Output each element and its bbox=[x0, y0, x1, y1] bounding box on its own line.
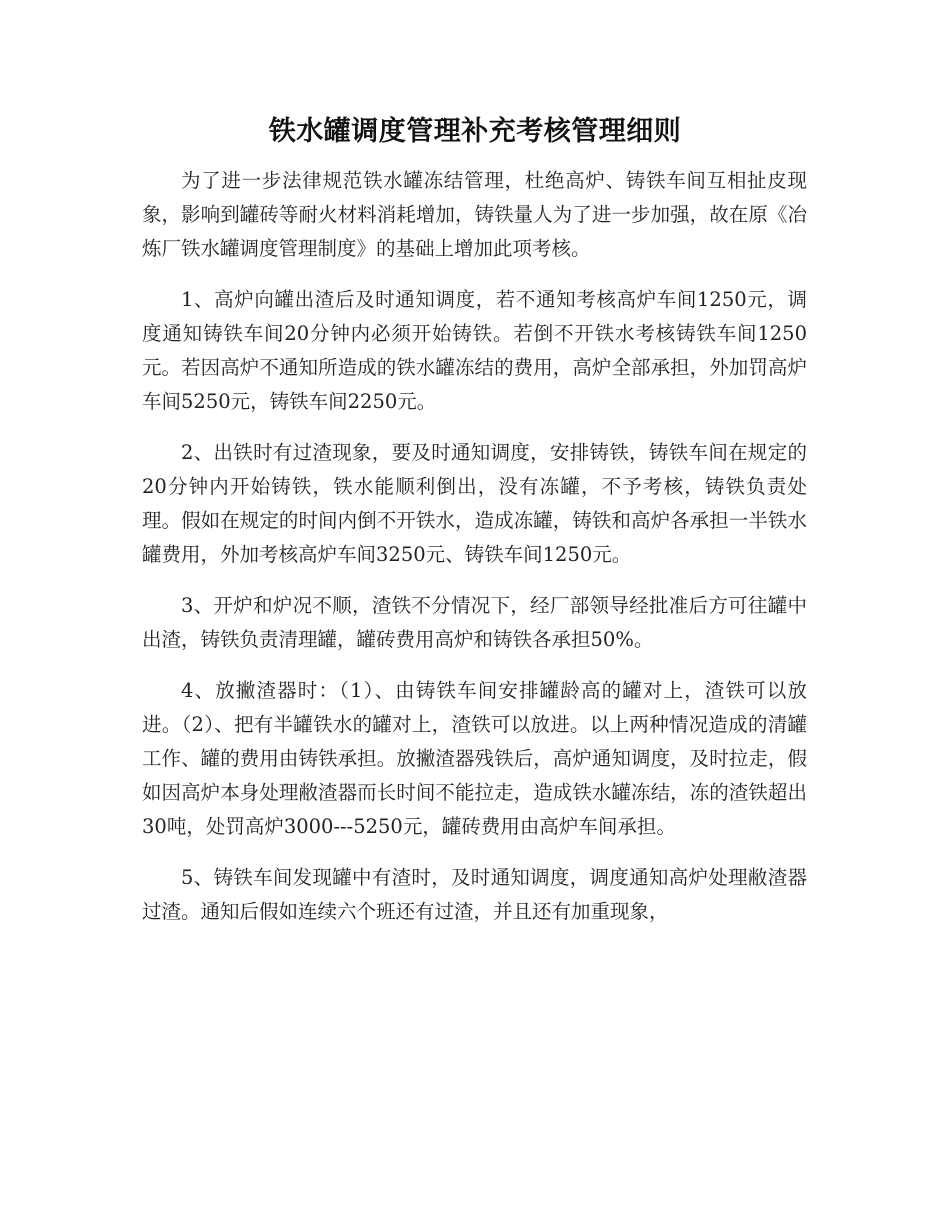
clause-2-paragraph: 2、出铁时有过渣现象，要及时通知调度，安排铸铁，铸铁车间在规定的20分钟内开始铸铁，铁水能顺利倒出，没有冻罐，不予考核，铸铁负责处理。假如在规定的时间内倒不开铁水，造成冻罐，铸铁和高炉各承担一半铁水罐费用，外加考核高炉车间3250元、铸铁车间1250元。 bbox=[142, 441, 807, 566]
document-body bbox=[142, 164, 807, 946]
document-title: 铁水罐调度管理补充考核管理细则 bbox=[268, 116, 682, 147]
intro-paragraph: 为了进一步法律规范铁水罐冻结管理，杜绝高炉、铸铁车间互相扯皮现象，影响到罐砖等耐火材料消耗增加，铸铁量人为了进一步加强，故在原《冶炼厂铁水罐调度管理制度》的基础上增加此项考核。 bbox=[142, 169, 807, 260]
clause-1-paragraph: 1、高炉向罐出渣后及时通知调度，若不通知考核高炉车间1250元，调度通知铸铁车间20分钟内必须开始铸铁。若倒不开铁水考核铸铁车间1250元。若因高炉不通知所造成的铁水罐冻结的费用，高炉全部承担，外加罚高炉车间5250元，铸铁车间2250元。 bbox=[142, 288, 807, 413]
clause-4-paragraph: 4、放撇渣器时：（1）、由铸铁车间安排罐龄高的罐对上，渣铁可以放进。（2）、把有半罐铁水的罐对上，渣铁可以放进。以上两种情况造成的清罐工作、罐的费用由铸铁承担。放撇渣器残铁后，高炉通知调度，及时拉走，假如因高炉本身处理敝渣器而长时间不能拉走，造成铁水罐冻结，冻的渣铁超出30吨，处罚高炉3000---5250元，罐砖费用由高炉车间承担。 bbox=[142, 679, 807, 838]
clause-3-paragraph: 3、开炉和炉况不顺，渣铁不分情况下，经厂部领导经批准后方可往罐中出渣，铸铁负责清理罐，罐砖费用高炉和铸铁各承担50%。 bbox=[142, 594, 807, 651]
clause-5-paragraph: 5、铸铁车间发现罐中有渣时，及时通知调度，调度通知高炉处理敝渣器过渣。通知后假如连续六个班还有过渣，并且还有加重现象， bbox=[142, 866, 807, 923]
